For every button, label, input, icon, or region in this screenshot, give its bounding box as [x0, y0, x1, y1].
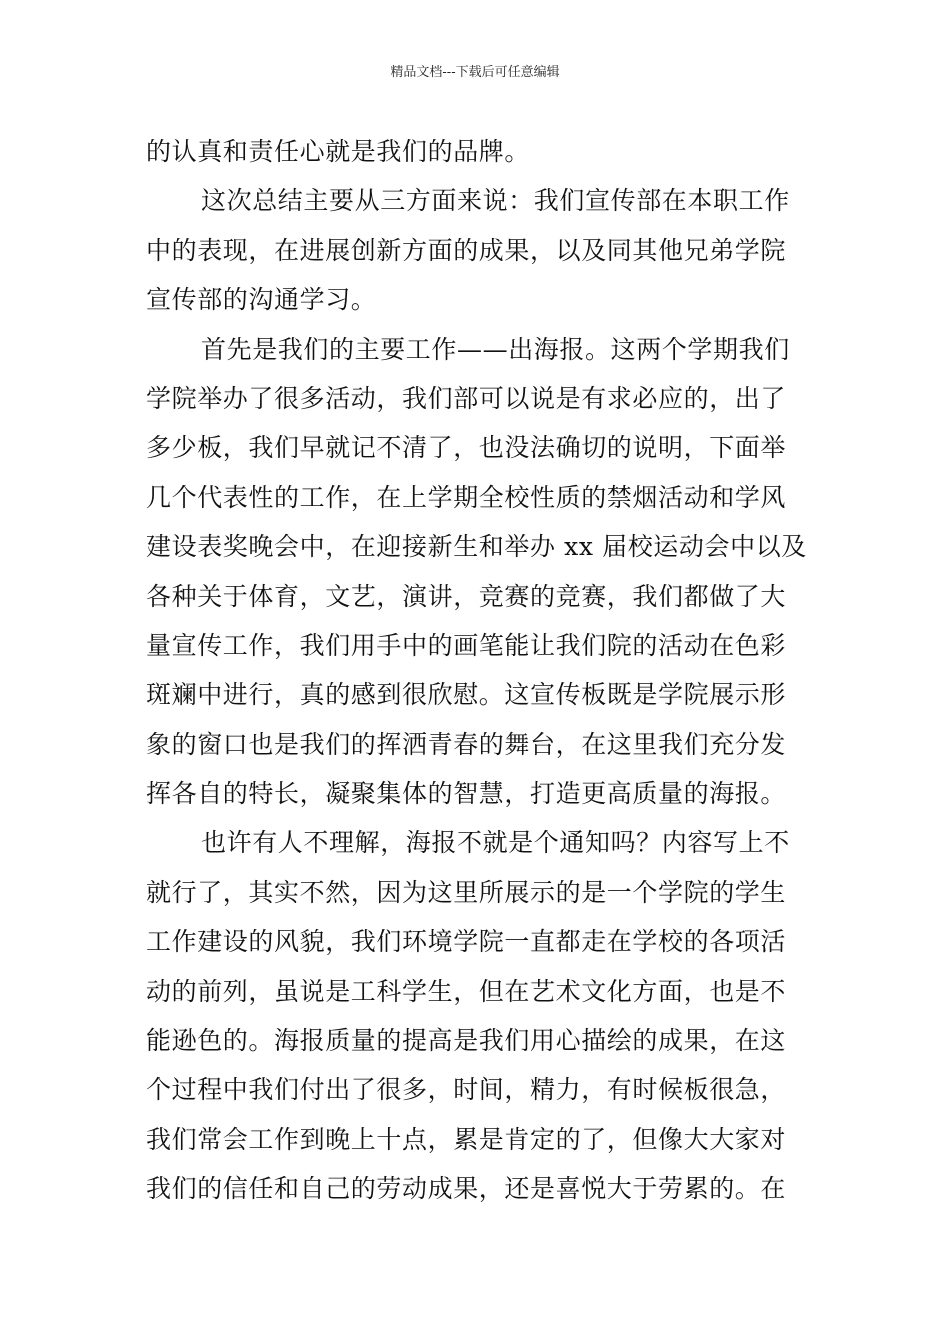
- text-line: 挥各自的特长，凝聚集体的智慧，打造更高质量的海报。: [146, 779, 787, 809]
- document-body: [146, 127, 810, 1214]
- text-line: 的认真和责任心就是我们的品牌。: [146, 137, 531, 166]
- text-line: 建设表奖晚会中，在迎接新生和举办 xx 届校运动会中以及: [146, 532, 807, 562]
- page-header: 精品文档---下载后可任意编辑: [390, 65, 560, 80]
- text-line: 工作建设的风貌，我们环境学院一直都走在学校的各项活: [146, 927, 787, 957]
- text-line: 动的前列，虽说是工科学生，但在艺术文化方面，也是不: [146, 976, 787, 1006]
- text-line: 我们常会工作到晚上十点，累是肯定的了，但像大大家对: [146, 1124, 787, 1154]
- text-line: 个过程中我们付出了很多，时间，精力，有时候板很急，: [146, 1075, 787, 1105]
- text-line: 就行了，其实不然，因为这里所展示的是一个学院的学生: [146, 877, 787, 907]
- text-line: 斑斓中进行，真的感到很欣慰。这宣传板既是学院展示形: [146, 680, 787, 710]
- text-line: 几个代表性的工作，在上学期全校性质的禁烟活动和学风: [146, 482, 787, 512]
- text-line: 我们的信任和自己的劳动成果，还是喜悦大于劳累的。在: [146, 1174, 787, 1204]
- text-line: 各种关于体育，文艺，演讲，竞赛的竞赛，我们都做了大: [146, 581, 787, 611]
- text-line: 象的窗口也是我们的挥洒青春的舞台，在这里我们充分发: [146, 729, 787, 759]
- text-line: 学院举办了很多活动，我们部可以说是有求必应的，出了: [146, 383, 787, 413]
- text-line: 也许有人不理解，海报不就是个通知吗？内容写上不: [201, 828, 790, 858]
- text-line: 首先是我们的主要工作——出海报。这两个学期我们: [201, 334, 790, 364]
- text-line: 能逊色的。海报质量的提高是我们用心描绘的成果，在这: [146, 1026, 787, 1056]
- text-line: 中的表现，在进展创新方面的成果，以及同其他兄弟学院: [146, 235, 787, 265]
- text-line: 宣传部的沟通学习。: [146, 285, 377, 315]
- text-line: 多少板，我们早就记不清了，也没法确切的说明，下面举: [146, 433, 787, 463]
- text-line: 这次总结主要从三方面来说：我们宣传部在本职工作: [201, 186, 790, 216]
- text-line: 量宣传工作，我们用手中的画笔能让我们院的活动在色彩: [146, 630, 787, 660]
